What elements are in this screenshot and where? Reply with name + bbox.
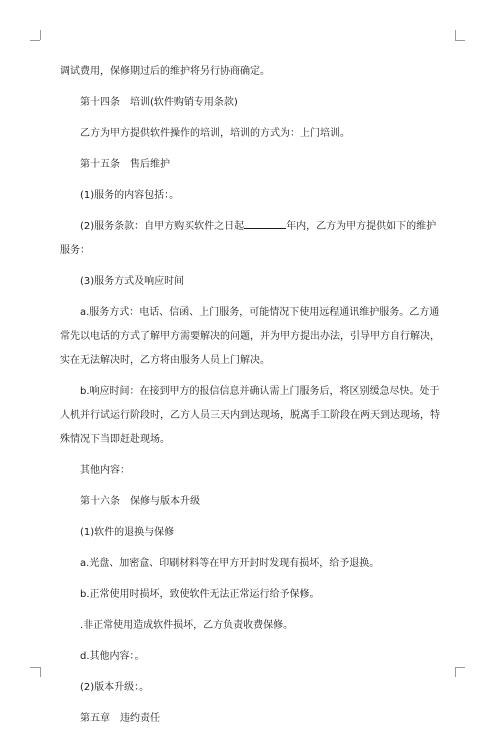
service-terms-before: (2)服务条款：自甲方购买软件之日起	[80, 221, 245, 232]
paragraph-maintenance-fee: 调试费用，保修期过后的维护将另行协商确定。	[60, 66, 270, 77]
paragraph-service-method: a.服务方式：电话、信函、上门服务，可能情况下使用远程通讯维护服务。乙方通常先以电话的方式了解甲方需要解决的问题，并为甲方提出办法，引导甲方自行解决，实在无法解决时，乙方将由服务人员上门解决。	[60, 307, 440, 366]
article-14-heading: 第十四条 培训(软件购销专用条款)	[80, 97, 238, 108]
document-body	[60, 60, 445, 738]
article-16-heading: 第十六条 保修与版本升级	[80, 496, 200, 507]
service-terms-after: 年内，乙方为甲方提供如下的维护服务：	[60, 221, 437, 256]
paragraph-item-d: d.其他内容：。	[80, 651, 145, 662]
paragraph-return-warranty: (1)软件的退换与保修	[80, 527, 175, 538]
article-15-heading: 第十五条 售后维护	[80, 159, 170, 170]
paragraph-service-method-heading: (3)服务方式及响应时间	[80, 276, 185, 287]
paragraph-item-b: b.正常使用时损坏，致使软件无法正常运行给予保修。	[80, 589, 320, 600]
paragraph-version-upgrade: (2)版本升级：。	[80, 682, 150, 693]
paragraph-item-c: .非正常使用造成软件损坏，乙方负责收费保修。	[80, 620, 294, 631]
fill-in-blank-years	[244, 217, 286, 229]
chapter-5-heading: 第五章 违约责任	[80, 713, 160, 724]
paragraph-response-time: b.响应时间：在接到甲方的报信信息并确认需上门服务后，将区别缓急尽快。处于人机并行试运行阶段时，乙方人员三天内到达现场，脱离手工阶段在两天到达现场，特殊情况下当即赶赴现场。	[60, 386, 440, 445]
paragraph-other-content: 其他内容：	[80, 465, 130, 476]
paragraph-service-content: (1)服务的内容包括：。	[80, 190, 180, 201]
paragraph-service-terms	[60, 215, 445, 263]
paragraph-training: 乙方为甲方提供软件操作的培训，培训的方式为：上门培训。	[80, 128, 350, 139]
paragraph-item-a: a.光盘、加密盒、印刷材料等在甲方开封时发现有损坏，给予退换。	[80, 558, 380, 569]
